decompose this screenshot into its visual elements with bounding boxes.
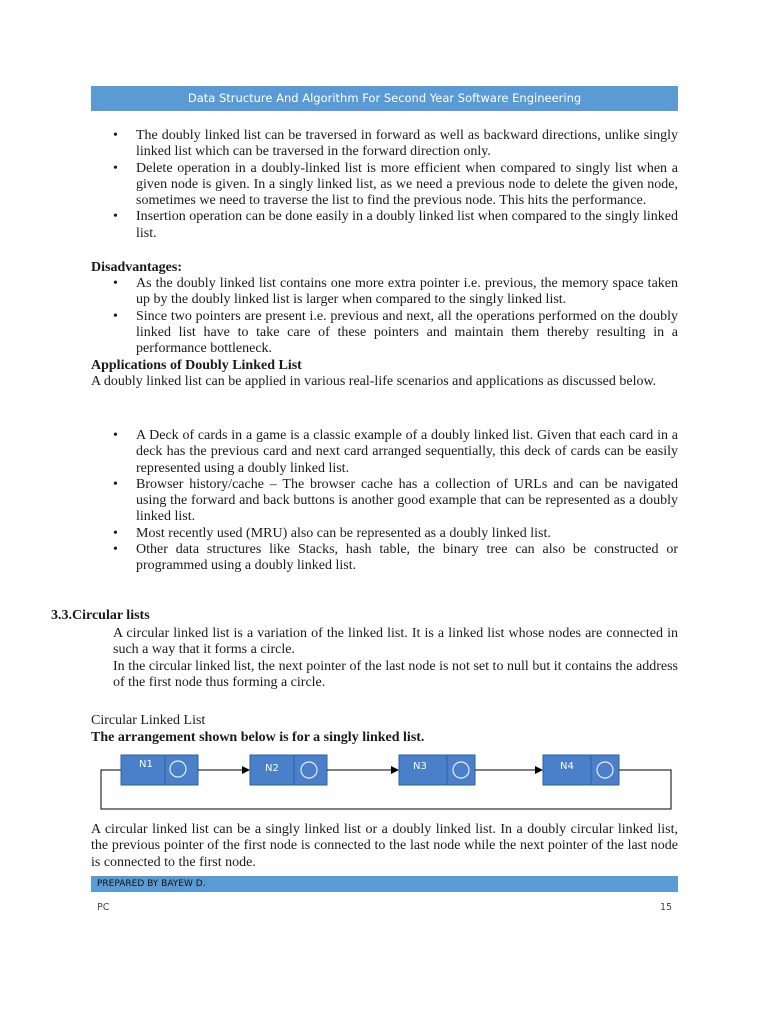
list-item: • Browser history/cache – The browser cache has a collection of URLs and can be navigated using the forward and back buttons is another good example that can be represented as a doubly linked list. [113,476,678,525]
list-item: • Insertion operation can be done easily in a doubly linked list when compared to the singly linked list. [113,209,678,241]
diagram-subtitle: The arrangement shown below is for a singly linked list. [91,730,425,745]
applications-intro: A doubly linked list can be applied in various real-life scenarios and applications as discussed below. [91,374,657,389]
node-n2 [250,755,327,785]
node-n4 [543,755,619,785]
header-title: Data Structure And Algorithm For Second Year Software Engineering [187,91,582,105]
svg-text:N2: N2 [265,763,279,774]
svg-text:N1: N1 [139,759,153,770]
list-item: • Delete operation in a doubly-linked list is more efficient when compared to singly list when a given node is given. In a singly linked list, as we need a previous node to delete the given node, sometimes we need to traverse the list to find the previous node. This hits the performance. [113,160,678,209]
header-banner [91,86,678,111]
footer-banner [91,876,678,892]
applications-heading: Applications of Doubly Linked List [91,358,302,373]
bullet-icon: • [113,276,118,291]
list-item: • Other data structures like Stacks, hash table, the binary tree can also be constructed or programmed using a doubly linked list. [113,542,678,574]
bullet-icon: • [113,128,118,143]
bullet-icon: • [113,525,118,541]
bullet-icon: • [113,476,118,492]
svg-text:N4: N4 [560,761,574,772]
circular-list-diagram [91,750,681,812]
circular-para-1: A circular linked list is a variation of the linked list. It is a linked list whose nodes are connected in such a way that it forms a circle. [113,626,678,658]
circular-para-2: In the circular linked list, the next pointer of the last node is not set to null but it contains the address of the first node thus forming a circle. [113,659,678,691]
list-item: • The doubly linked list can be traversed in forward as well as backward directions, unlike singly linked list which can be traversed in the forward direction only. [113,128,678,160]
disadvantages-heading: Disadvantages: [91,260,183,275]
footer-left-text: PC [97,902,110,913]
bullet-icon: • [113,160,118,176]
list-item: • A Deck of cards in a game is a classic example of a doubly linked list. Given that each card in a deck has the previous card and next card arranged sequentially, this deck of cards can be easily represented using a doubly linked list. [113,428,678,476]
advantages-list [91,128,678,242]
bullet-icon: • [113,542,118,558]
list-item: • Most recently used (MRU) also can be represented as a doubly linked list. [113,525,551,541]
list-item: • Since two pointers are present i.e. previous and next, all the operations performed on the doubly linked list have to take care of these pointers and maintain them thereby resulting in a performance bottleneck. [113,308,678,357]
section-title: 3.3.Circular lists [51,608,150,623]
page-number: 15 [660,902,673,913]
diagram-caption: Circular Linked List [91,713,206,728]
svg-text:N3: N3 [413,761,427,772]
bullet-icon: • [113,209,118,225]
bullet-icon: • [113,428,118,443]
prepared-by: PREPARED BY BAYEW D. [97,879,206,889]
node-n3 [399,755,475,785]
closing-paragraph: A circular linked list can be a singly linked list or a doubly linked list. In a doubly circular linked list, the previous pointer of the first node is connected to the last node while the next pointer of the last node is connected to the first node. [91,822,678,870]
list-item: • As the doubly linked list contains one more extra pointer i.e. previous, the memory space taken up by the doubly linked list is larger when compared to the singly linked list. [113,276,678,308]
node-n1 [121,755,198,785]
bullet-icon: • [113,308,118,324]
disadvantages-list [91,276,678,357]
applications-list [91,428,678,575]
